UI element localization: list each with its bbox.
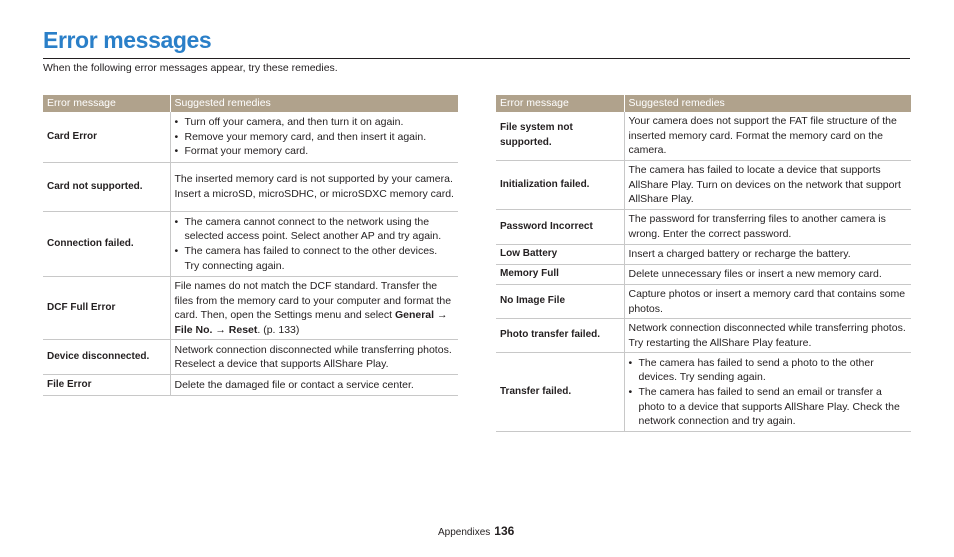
remedy-list (175, 215, 455, 273)
error-message-cell: No Image File (496, 285, 624, 319)
table-row (43, 277, 458, 340)
column-header-suggested-remedies: Suggested remedies (170, 95, 458, 112)
remedy-cell: Network connection disconnected while transferring photos. Try restarting the AllShare Play feature. (624, 319, 911, 353)
remedy-cell: Network connection disconnected while transferring photos. Reselect a device that supports AllShare Play. (170, 340, 458, 375)
section-name: Appendixes (438, 527, 491, 538)
menu-reset: Reset (228, 323, 258, 336)
remedy-cell (170, 112, 458, 163)
error-message-cell: Photo transfer failed. (496, 319, 624, 353)
table-row (496, 245, 911, 265)
intro-text: When the following error messages appear, try these remedies. (43, 62, 338, 74)
remedy-cell: The password for transferring files to another camera is wrong. Enter the correct password. (624, 210, 911, 245)
remedy-item: • Remove your memory card, and then insert it again. (175, 130, 455, 145)
page-footer (438, 524, 514, 538)
remedy-item: • The camera has failed to send an email or transfer a photo to a device that supports AllShare Play. Check the network connection and try again. (629, 385, 908, 429)
menu-general: General (394, 309, 435, 322)
remedy-cell: Delete unnecessary files or insert a new memory card. (624, 265, 911, 285)
table-row (496, 285, 911, 319)
remedy-item: • The camera has failed to connect to the other devices. Try connecting again. (175, 244, 455, 273)
error-message-cell: Memory Full (496, 265, 624, 285)
remedy-cell: Capture photos or insert a memory card that contains some photos. (624, 285, 911, 319)
table-row (43, 375, 458, 396)
table-row (496, 112, 911, 161)
error-table-left (43, 95, 458, 396)
error-message-cell: Card not supported. (43, 163, 170, 212)
remedy-item: • The camera cannot connect to the network using the selected access point. Select another AP and try again. (175, 215, 455, 244)
page-number: 136 (494, 524, 515, 538)
error-message-cell: File Error (43, 375, 170, 396)
remedy-cell: Insert a charged battery or recharge the battery. (624, 245, 911, 265)
error-message-cell: File system not supported. (496, 112, 624, 161)
remedy-cell: Your camera does not support the FAT file structure of the inserted memory card. Format the memory card on the camera. (624, 112, 911, 161)
menu-file-no: File No. (174, 323, 213, 336)
table-header-row (43, 95, 458, 112)
table-row (43, 163, 458, 212)
remedy-cell: Delete the damaged file or contact a service center. (170, 375, 458, 396)
error-message-cell: Transfer failed. (496, 353, 624, 432)
error-message-cell: Connection failed. (43, 212, 170, 277)
table-row (43, 112, 458, 163)
page-reference: . (p. 133) (257, 323, 300, 336)
remedy-cell (170, 212, 458, 277)
column-header-error-message: Error message (43, 95, 170, 112)
table-row (496, 161, 911, 210)
remedy-item: • Format your memory card. (175, 144, 455, 159)
table-row (43, 340, 458, 375)
table-row (43, 212, 458, 277)
remedy-cell: The inserted memory card is not supported by your camera. Insert a microSD, microSDHC, or microSDXC memory card. (170, 163, 458, 212)
table-header-row (496, 95, 911, 112)
title-divider (43, 58, 910, 59)
column-header-suggested-remedies: Suggested remedies (624, 95, 911, 112)
table-row (496, 210, 911, 245)
error-message-cell: Password Incorrect (496, 210, 624, 245)
error-message-cell: DCF Full Error (43, 277, 170, 340)
table-row (496, 265, 911, 285)
remedy-cell (170, 277, 458, 340)
remedy-item: • Turn off your camera, and then turn it on again. (175, 115, 455, 130)
remedy-cell (624, 353, 911, 432)
remedy-list (629, 356, 908, 429)
remedy-list (175, 115, 455, 159)
remedy-item: • The camera has failed to send a photo to the other devices. Try sending again. (629, 356, 908, 385)
table-row (496, 353, 911, 432)
page-title: Error messages (43, 27, 212, 53)
table-row (496, 319, 911, 353)
remedy-cell: The camera has failed to locate a device that supports AllShare Play. Turn on devices on the network that support AllShare Play. (624, 161, 911, 210)
arrow-icon: → (215, 323, 226, 336)
error-message-cell: Initialization failed. (496, 161, 624, 210)
error-table-right (496, 95, 911, 432)
error-message-cell: Device disconnected. (43, 340, 170, 375)
error-message-cell: Card Error (43, 112, 170, 163)
arrow-icon: → (436, 309, 448, 322)
column-header-error-message: Error message (496, 95, 624, 112)
error-message-cell: Low Battery (496, 245, 624, 265)
remedy-text: File names do not match the DCF standard. Transfer the files from the memory card to your computer and format the card. Then, open the Settings menu and select (174, 280, 452, 322)
